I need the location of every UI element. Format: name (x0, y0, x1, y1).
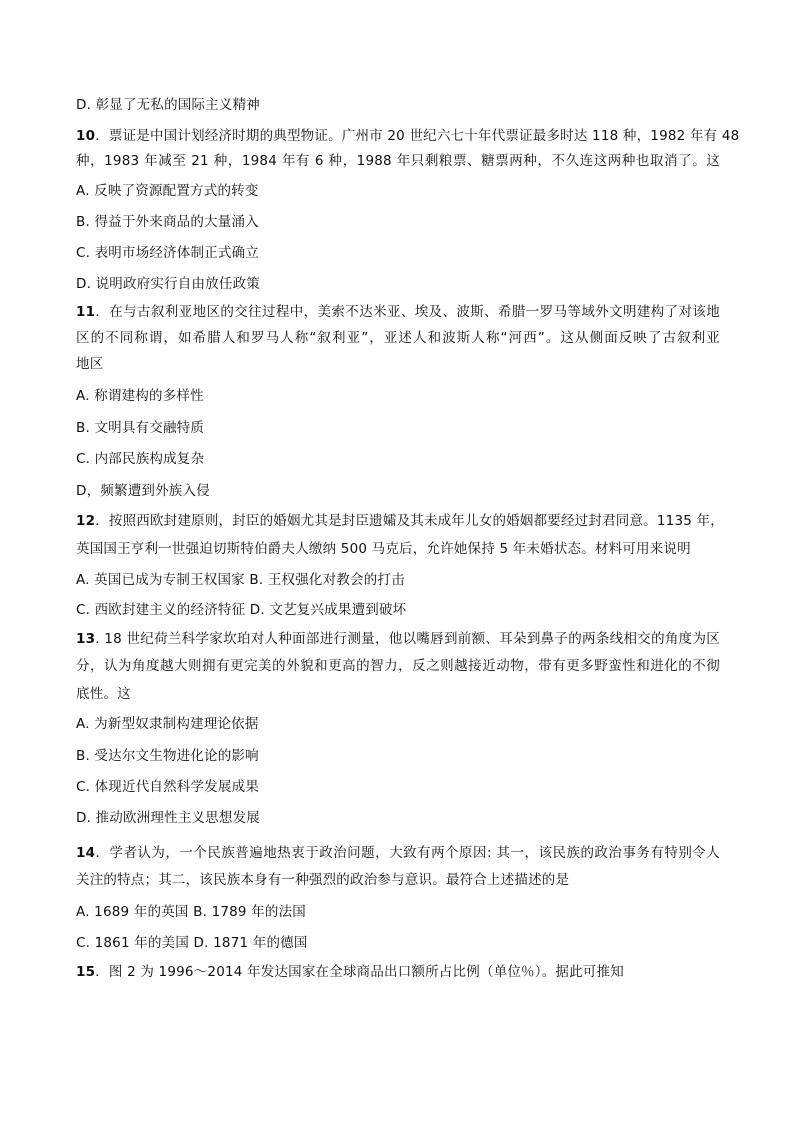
q13-option-c-text: C. 体现近代自然科学发展成果 (76, 779, 260, 795)
q10-option-c (76, 243, 720, 263)
q12-stem-line1 (76, 511, 724, 531)
q13-option-a (76, 714, 720, 734)
q11-option-a (76, 386, 720, 406)
q14-options-row2-text: C. 1861 年的美国 D. 1871 年的德国 (76, 935, 308, 951)
q13-option-c (76, 777, 720, 797)
q12-stem-line2 (76, 539, 720, 559)
q14-stem-line2-text: 关注的特点；其二，该民族本身有一种强烈的政治参与意识。最符合上述描述的是 (76, 872, 570, 888)
q13-stem-line3-text: 底性。这 (76, 686, 131, 702)
q11-stem-line1 (76, 302, 720, 322)
q11-option-c (76, 449, 720, 469)
q11-stem-line3 (76, 354, 720, 374)
q13-option-b-text: B. 受达尔文生物进化论的影响 (76, 748, 259, 764)
q11-number: 11 (76, 304, 96, 320)
q10-option-a (76, 181, 720, 201)
q10-option-d-text: D. 说明政府实行自由放任政策 (76, 276, 260, 292)
q11-option-c-text: C. 内部民族构成复杂 (76, 451, 205, 467)
q14-number: 14 (76, 845, 96, 861)
q10-number: 10 (76, 128, 96, 144)
q12-options-row2-text: C. 西欧封建主义的经济特征 D. 文艺复兴成果遭到破坏 (76, 602, 407, 618)
q11-option-b (76, 418, 720, 438)
q13-stem-line1 (76, 629, 720, 649)
q11-stem-line3-text: 地区 (76, 356, 104, 372)
q13-stem-line3 (76, 684, 720, 704)
q11-stem-line2-text: 区的不同称谓，如希腊人和罗马人称“叙利亚”，亚述人和波斯人称“河西”。这从侧面反映了古叙利亚 (76, 330, 720, 346)
q14-options-row2 (76, 933, 720, 953)
q10-stem-line2-text: 种，1983 年减至 21 种，1984 年有 6 种，1988 年只剩粮票、糖票两种，不久连这两种也取消了。这 (76, 153, 720, 169)
q13-number: 13 (76, 631, 96, 647)
q11-option-b-text: B. 文明具有交融特质 (76, 420, 205, 436)
q14-options-row1 (76, 902, 720, 922)
q12-options-row1-text: A. 英国已成为专制王权国家 B. 王权强化对教会的打击 (76, 572, 405, 588)
q13-option-b (76, 746, 720, 766)
q13-option-a-text: A. 为新型奴隶制构建理论依据 (76, 716, 259, 732)
q13-option-d (76, 808, 720, 828)
q15-stem-line1-text: ．图 2 为 1996～2014 年发达国家在全球商品出口额所占比例（单位％）。据此可推知 (95, 964, 624, 980)
q14-stem-line1 (76, 843, 720, 863)
q11-option-d-text: D，频繁遭到外族入侵 (76, 483, 210, 499)
q9-option-d-text: D. 彰显了无私的国际主义精神 (76, 97, 260, 113)
q12-stem-line1-text: ．按照西欧封建原则，封臣的婚姻尤其是封臣遗孀及其未成年儿女的婚姻都要经过封君同意。1135 年， (95, 513, 724, 529)
q10-option-d (76, 274, 720, 294)
q13-stem-line2-text: 分，认为角度越大则拥有更完美的外貌和更高的智力，反之则越接近动物，带有更多野蛮性和进化的不彻 (76, 658, 720, 674)
q12-options-row1 (76, 570, 720, 590)
q10-option-a-text: A. 反映了资源配置方式的转变 (76, 183, 259, 199)
q13-stem-line2 (76, 656, 720, 676)
q13-option-d-text: D. 推动欧洲理性主义思想发展 (76, 810, 260, 826)
q15-stem-line1 (76, 962, 720, 982)
q12-stem-line2-text: 英国国王亨利一世强迫切斯特伯爵夫人缴纳 500 马克后，允许她保持 5 年未婚状态。材料可用来说明 (76, 541, 691, 557)
q13-stem-line1-text: . 18 世纪荷兰科学家坎珀对人种面部进行测量，他以嘴唇到前额、耳朵到鼻子的两条线相交的角度为区 (95, 631, 720, 647)
q10-option-b-text: B. 得益于外来商品的大量涌入 (76, 214, 259, 230)
q10-stem-line2 (76, 151, 720, 171)
q14-stem-line1-text: ．学者认为，一个民族普遍地热衷于政治问题，大致有两个原因: 其一，该民族的政治事务有特别令人 (95, 845, 720, 861)
q9-option-d (76, 95, 720, 115)
q11-stem-line2 (76, 328, 720, 348)
q10-stem-line1 (76, 126, 740, 146)
q10-option-b (76, 212, 720, 232)
q14-options-row1-text: A. 1689 年的英国 B. 1789 年的法国 (76, 904, 307, 920)
q11-option-d (76, 481, 720, 501)
q11-stem-line1-text: ．在与古叙利亚地区的交往过程中，美索不达米亚、埃及、波斯、希腊一罗马等域外文明建构了对该地 (95, 304, 720, 320)
q11-option-a-text: A. 称谓建构的多样性 (76, 388, 204, 404)
q15-number: 15 (76, 964, 96, 980)
q10-option-c-text: C. 表明市场经济体制正式确立 (76, 245, 260, 261)
q14-stem-line2 (76, 870, 720, 890)
q10-stem-line1-text: ．票证是中国计划经济时期的典型物证。广州市 20 世纪六七十年代票证最多时达 118 种，1982 年有 48 (95, 128, 740, 144)
q12-options-row2 (76, 600, 720, 620)
q12-number: 12 (76, 513, 96, 529)
